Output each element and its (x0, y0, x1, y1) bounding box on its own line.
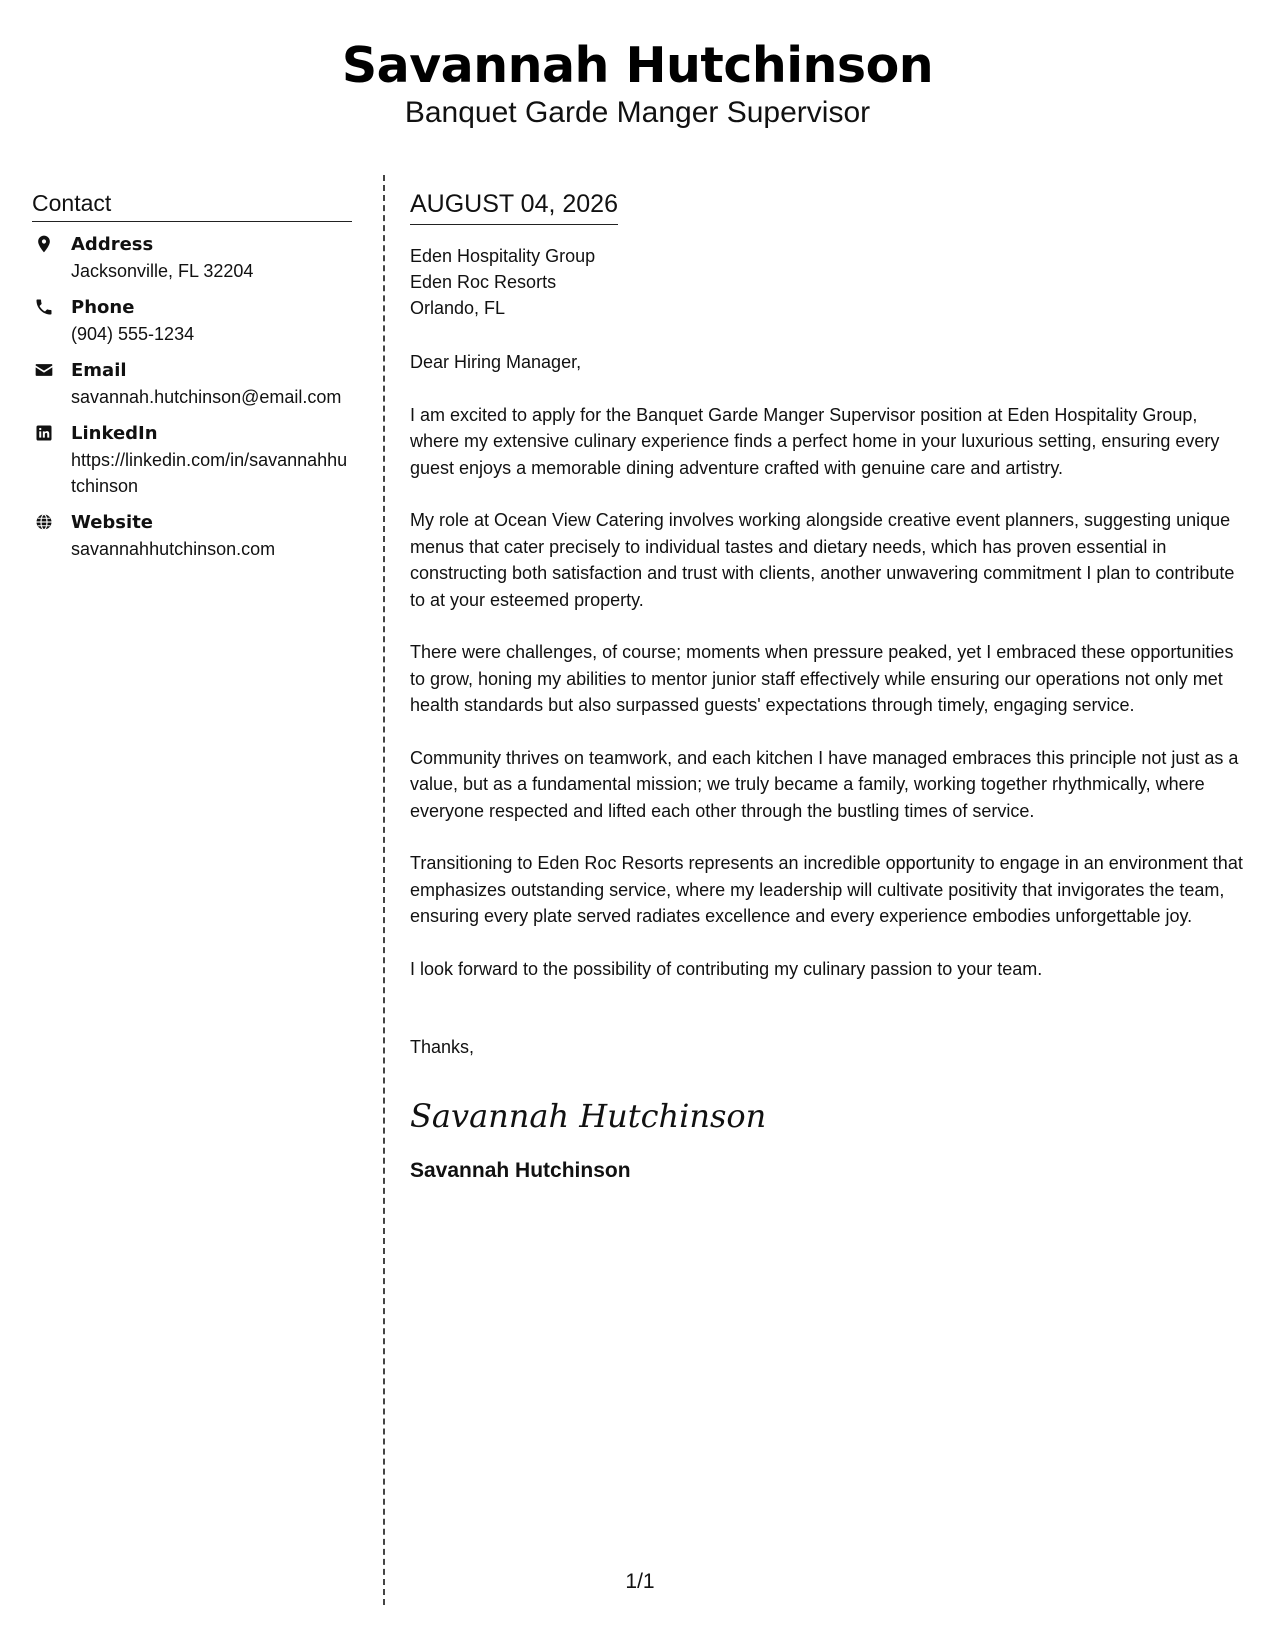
contact-item-website (32, 510, 352, 562)
contact-item-address (32, 232, 352, 284)
applicant-job-title: Banquet Garde Manger Supervisor (404, 96, 871, 129)
recipient-line: Eden Roc Resorts (410, 272, 557, 292)
signature-text: Savannah Hutchinson (410, 1096, 767, 1135)
body-paragraph: There were challenges, of course; moments when pressure peaked, yet I embraced these opportunities to grow, honing my abilities to mentor junior staff effectively while ensuring our operations not only met health standards but also surpassed guests' expectations through timely, engaging service. (410, 642, 1234, 715)
recipient-block (410, 243, 1245, 321)
closing: Thanks, (410, 1037, 475, 1057)
contact-value[interactable]: savannahhutchinson.com (71, 539, 276, 559)
column-divider (383, 175, 385, 1605)
contact-section-title: Contact (32, 188, 352, 222)
contact-item-linkedin (32, 421, 352, 499)
globe-icon (34, 512, 54, 532)
contact-value[interactable]: https://linkedin.com/in/savannahhutchinson (71, 450, 348, 496)
phone-icon (34, 297, 54, 317)
salutation: Dear Hiring Manager, (410, 352, 582, 372)
body-paragraph: I am excited to apply for the Banquet Garde Manger Supervisor position at Eden Hospitality Group, where my extensive culinary experience finds a perfect home in your luxurious setting, ensuring every guest enjoys a memorable dining adventure crafted with genuine care and artistry. (410, 404, 1220, 478)
letter-body (410, 188, 1245, 1185)
body-paragraph: My role at Ocean View Catering involves working alongside creative event planners, suggesting unique menus that cater precisely to individual tastes and dietary needs, which has proven essential in constructing both satisfaction and trust with clients, another unwavering commitment I plan to contribute to at your esteemed property. (410, 510, 1235, 610)
contact-value[interactable]: savannah.hutchinson@email.com (71, 387, 342, 407)
contact-value: Jacksonville, FL 32204 (71, 261, 254, 281)
body-paragraph: Transitioning to Eden Roc Resorts represents an incredible opportunity to engage in an environment that emphasizes outstanding service, where my leadership will cultivate positivity that invigorates the team, ensuring every plate served radiates excellence and every experience embodies unforgettable joy. (410, 853, 1243, 926)
applicant-name: Savannah Hutchinson (341, 37, 934, 94)
letter-header (0, 36, 1275, 132)
body-paragraph: I look forward to the possibility of contributing my culinary passion to your team. (410, 958, 1043, 979)
map-pin-icon (34, 234, 54, 254)
contact-value: (904) 555-1234 (71, 324, 195, 344)
contact-label: Address (71, 234, 154, 255)
signature (410, 1089, 767, 1139)
contact-label: LinkedIn (71, 423, 158, 444)
recipient-line: Orlando, FL (410, 298, 506, 318)
letter-date: AUGUST 04, 2026 (410, 188, 618, 225)
signatory-name: Savannah Hutchinson (410, 1158, 631, 1182)
recipient-line: Eden Hospitality Group (410, 246, 596, 266)
page-number: 1/1 (625, 1570, 655, 1593)
contact-item-phone (32, 295, 352, 347)
contact-label: Website (71, 512, 154, 533)
linkedin-icon (34, 423, 54, 443)
body-paragraph: Community thrives on teamwork, and each kitchen I have managed embraces this principle not just as a value, but as a fundamental mission; we truly became a family, working together rhythmically, where everyone respected and lifted each other through the bustling times of service. (410, 747, 1239, 821)
contact-item-email (32, 358, 352, 410)
contact-sidebar (32, 188, 352, 573)
contact-label: Email (71, 360, 127, 381)
contact-label: Phone (71, 297, 135, 318)
envelope-icon (34, 360, 54, 380)
contact-list (32, 232, 352, 562)
